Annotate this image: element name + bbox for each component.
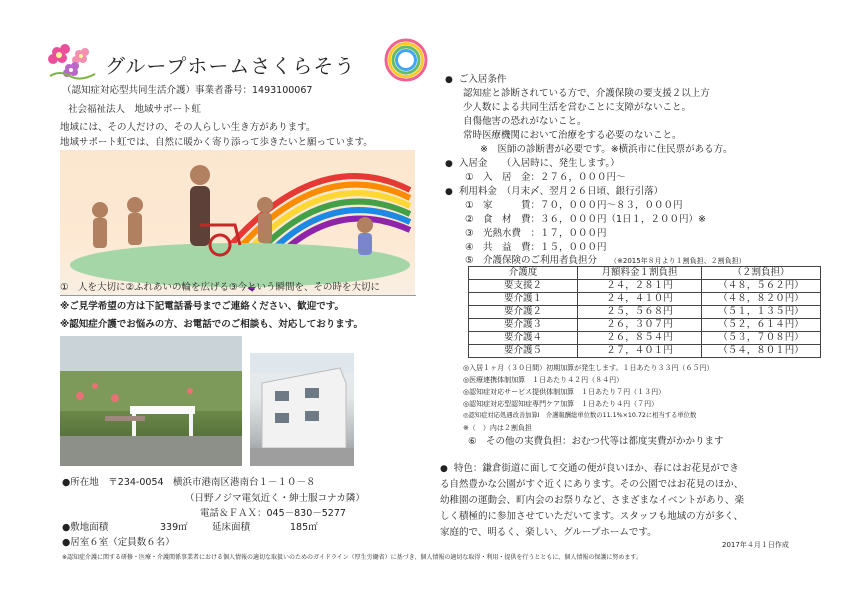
- table-row: [469, 293, 821, 306]
- insurance-note: （※2015年８月より１割負担、２割負担）: [610, 257, 746, 265]
- table-row: [469, 280, 821, 293]
- illustration-caption: ① 人を大切に②ふれあいの輪を広げる③今という瞬間を、その時を大切に: [60, 282, 381, 293]
- service-line: （認知症対応型共同生活介護）事業者番号：1493100067: [62, 85, 313, 96]
- fee-10pct: ２７，４０１円: [578, 345, 702, 358]
- table-header-row: [469, 267, 821, 280]
- monthly-fee-heading: ● 利用料金 （月末〆、翌月２６日頃、銀行引落）: [445, 185, 663, 199]
- address: ●所在地 〒234-0054 横浜市港南区港南台１－１０－８: [62, 477, 316, 488]
- table-row: [469, 332, 821, 345]
- addition-line: ◎認知症対応サービス提供体制加算 １日あたり７円（１３円）: [463, 388, 666, 396]
- site-area-label: ●敷地面積: [62, 522, 109, 533]
- addition-line: ◎入居１ヶ月（３０日間）初期加算が発生します。１日あたり３３円（６５円）: [463, 364, 714, 372]
- floor-area-value: 185㎡: [290, 522, 318, 533]
- fee-20pct: （４８，８２０円）: [702, 293, 821, 306]
- phone-fax: 電話＆ＦＡＸ：045－830－5277: [200, 508, 346, 519]
- fee-item: ③ 光熱水費 ：１７，０００円: [465, 228, 607, 239]
- fee-20pct: （５４，８０１円）: [702, 345, 821, 358]
- notice-consultation: ※認知症介護でお悩みの方、お電話でのご相談も、対応しております。: [60, 319, 363, 330]
- intro-line-1: 地域には、その人だけの、その人らしい生き方があります。: [60, 122, 316, 133]
- fee-table: [468, 266, 821, 358]
- fee-20pct: （５３，７０８円）: [702, 332, 821, 345]
- table-row: [469, 306, 821, 319]
- privacy-footnote: ※認知症介護に関する研修・医療・介護関係事業者における個人情報の適切な取扱いのためのガイドライン（厚生労働省）に基づき、個人情報の適切な取得・利用・提供を行うとともに、個人情報の保護に努めます。: [62, 554, 642, 561]
- table-header: 月額料金１割負担: [578, 267, 702, 280]
- logo-flower-icon: [45, 40, 100, 80]
- features-line: 家庭的で、明るく、楽しい、グループホームです。: [440, 527, 657, 538]
- insurance-heading: ⑤ 介護保険のご利用者負担分: [465, 255, 598, 266]
- care-level: 要支援２: [469, 280, 578, 293]
- care-level: 要介護２: [469, 306, 578, 319]
- addition-line: ◎認知症対応処遇改善加算Ⅰ 介護報酬総単位数の11.1%×10.72に相当する単位数: [463, 412, 697, 419]
- condition-line: ※ 医師の診断書が必要です。※横浜市に住民票がある方。: [480, 144, 733, 155]
- features-line: しく積極的に参加させていただいてます。スタッフも地域の方が多く、: [440, 511, 744, 522]
- other-costs: ⑥ その他の実費負担：おむつ代等は都度実費がかかります: [468, 436, 724, 447]
- garden-photo: [60, 336, 242, 466]
- condition-line: 自傷他害の恐れがないこと。: [463, 116, 587, 127]
- fee-20pct: （５２，６１４円）: [702, 319, 821, 332]
- fee-item: ① 家 賃：７０，０００円～８３，０００円: [465, 200, 683, 211]
- care-level: 要介護３: [469, 319, 578, 332]
- fee-item: ④ 共 益 費：１５，０００円: [465, 242, 607, 253]
- divider: [60, 295, 416, 296]
- building-photo: [250, 353, 354, 466]
- features-line: ● 特色：鎌倉街道に面して交通の便が良いほか、春にはお花見ができ: [440, 462, 739, 476]
- page-title: グループホームさくらそう: [105, 54, 356, 78]
- addition-line: ◎医療連携体制加算 １日あたり４２円（８４円）: [463, 376, 624, 384]
- rooms: ●居室６室（定員数６名）: [62, 537, 175, 548]
- conditions-heading: ● ご入居条件: [445, 73, 506, 87]
- table-row: [469, 345, 821, 358]
- fee-20pct: （４８，５６２円）: [702, 280, 821, 293]
- table-row: [469, 319, 821, 332]
- fee-10pct: ２４，２８１円: [578, 280, 702, 293]
- care-level: 要介護５: [469, 345, 578, 358]
- fee-10pct: ２６，８５４円: [578, 332, 702, 345]
- illustration: [60, 150, 415, 295]
- care-level: 要介護４: [469, 332, 578, 345]
- condition-line: 常時医療機関において治療をする必要のないこと。: [463, 130, 682, 141]
- corporation-name: 社会福祉法人 地域サポート虹: [68, 104, 202, 115]
- entry-fee-heading: ● 入居金 （入居時に、発生します。）: [445, 157, 620, 171]
- fee-10pct: ２５，５６８円: [578, 306, 702, 319]
- fee-10pct: ２６，３０７円: [578, 319, 702, 332]
- landmark: （日野ノジマ電気近く・紳士服コナカ隣）: [185, 493, 365, 504]
- addition-line: ◎認知症対応型認知症専門ケア加算 １日あたり４円（７円）: [463, 400, 659, 408]
- table-header: （２割負担）: [702, 267, 821, 280]
- entry-fee-line: ① 入 居 金：２７６，０００円～: [465, 172, 626, 183]
- table-header: 介護度: [469, 267, 578, 280]
- intro-line-2: 地域サポート虹では、自然に暖かく寄り添って歩きたいと願っています。: [60, 137, 373, 148]
- notice-visit: ※ご見学希望の方は下記電話番号までご連絡ください、歓迎です。: [60, 301, 344, 312]
- rainbow-ring-logo: [384, 38, 428, 82]
- condition-line: 認知症と診断されている方で、介護保険の要支援２以上方: [463, 88, 710, 99]
- site-area-value: 339㎡: [160, 522, 188, 533]
- creation-date: 2017年４月１日作成: [722, 541, 789, 549]
- condition-line: 少人数による共同生活を営むことに支障がないこと。: [463, 102, 692, 113]
- fee-item: ② 食 材 費：３６，０００円（1日１，２００円）※: [465, 214, 707, 225]
- fee-20pct: （５１，１３５円）: [702, 306, 821, 319]
- fee-10pct: ２４，４１０円: [578, 293, 702, 306]
- care-level: 要介護１: [469, 293, 578, 306]
- features-line: 幼稚園の運動会、町内会のお祭りなど、さまざまなイベントがあり、楽: [440, 495, 745, 506]
- features-line: る自然豊かな公園がすぐ近くにあります。その公園ではお花見のほか、: [440, 479, 744, 490]
- floor-area-label: 延床面積: [212, 522, 251, 533]
- addition-line: ※（ ）内は２割負担: [463, 424, 532, 432]
